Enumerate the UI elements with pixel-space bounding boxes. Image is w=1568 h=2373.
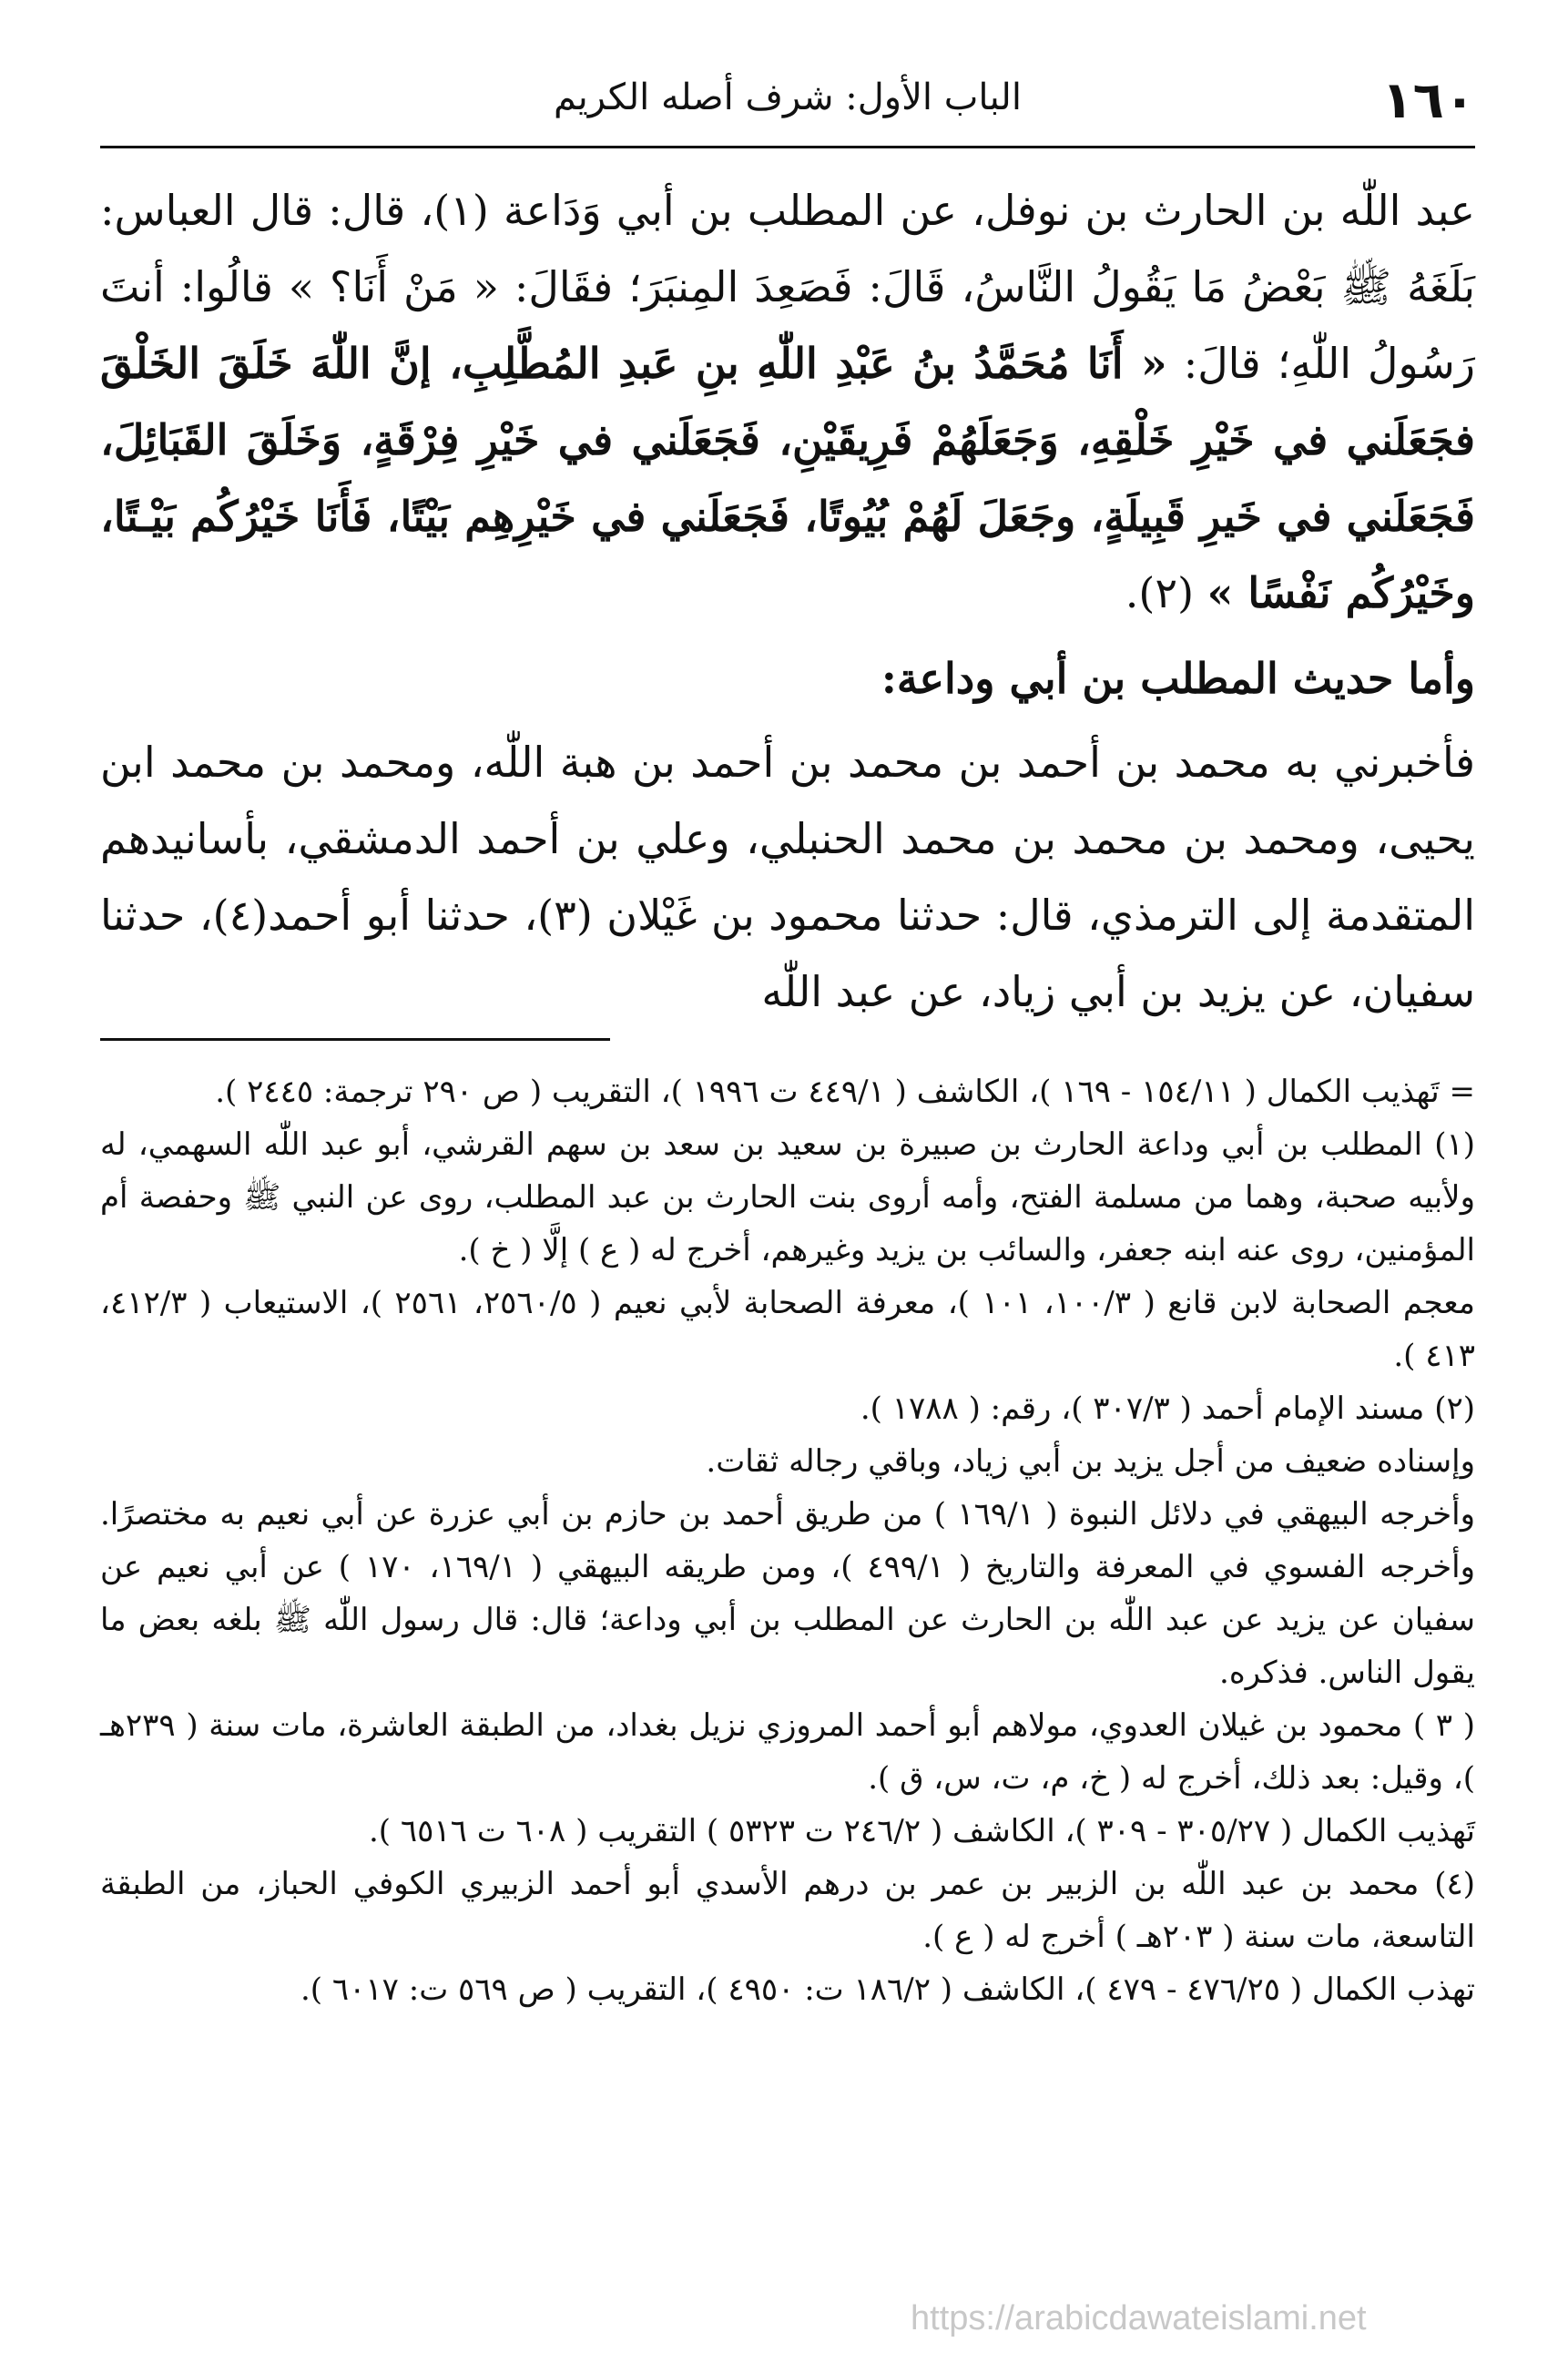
- footnote-2-takhrij: وأخرجه البيهقي في دلائل النبوة ( ١٦٩/١ ) من طريق أحمد بن حازم بن أبي عزرة عن أبي نعيم به مختصرًا. وأخرجه الفسوي في المعرفة والتاريخ ( ٤٩٩/١ )، ومن طريقه البيهقي ( ١٦٩/١، ١٧٠ ) عن أبي نعيم عن سفيان عن يزيد عن عبد اللّٰه بن الحارث عن المطلب بن أبي وداعة؛ قال: قال رسول اللّٰه ﷺ بلغه بعض ما يقول الناس. فذكره.: [100, 1496, 1476, 1691]
- paragraph-1-intro: عبد اللّٰه بن الحارث بن نوفل، عن المطلب بن أبي وَدَاعة (١)، قال: قال العباس: بَلَغَهُ ﷺ بَعْضُ مَا يَقُولُ النَّاسُ، قَالَ: فَصَعِدَ المِنبَرَ؛ فقَالَ: « مَنْ أَنَا؟ » قالُوا: أنتَ رَسُولُ اللّٰهِ؛ قالَ:: [100, 186, 1476, 388]
- footnotes: [100, 1065, 1475, 2016]
- footnote-continuation: = تَهذيب الكمال ( ١٥٤/١١ - ١٦٩ )، الكاشف ( ٤٤٩/١ ت ١٩٩٦ )، التقريب ( ص ٢٩٠ ترجمة: ٢٤٤٥ ).: [215, 1074, 1475, 1110]
- footnote-ref-2: (٢).: [1125, 568, 1207, 617]
- footnote-4-sources: تهذب الكمال ( ٤٧٦/٢٥ - ٤٧٩ )، الكاشف ( ١٨٦/٢ ت: ٤٩٥٠ )، التقريب ( ص ٥٦٩ ت: ٦٠١٧ ).: [300, 1971, 1475, 2008]
- footnote-2-grading: وإسناده ضعيف من أجل يزيد بن أبي زياد، وباقي رجاله ثقات.: [706, 1443, 1475, 1480]
- footnote-4: (٤) محمد بن عبد اللّٰه بن الزبير بن عمر بن درهم الأسدي أبو أحمد الزبيري الكوفي الحباز، من الطبقة التاسعة، مات سنة ( ٢٠٣هـ ) أخرج له ( ع ).: [100, 1866, 1475, 1955]
- hadith-text: « أَنَا مُحَمَّدُ بنُ عَبْدِ اللّٰهِ بنِ عَبدِ المُطَّلِبِ، إنَّ اللّٰهَ خَلَقَ الخَلْقَ فجَعَلَني في خَيْرِ خَلْقِهِ، وَجَعَلَهُمْ فَرِيقَيْنِ، فَجَعَلَني في خَيْرِ فِرْقَةٍ، وَخَلَقَ القَبَائِلَ، فَجَعَلَني في خَيرِ قَبِيلَةٍ، وجَعَلَ لَهُمْ بُيُوتًا، فَجَعَلَني في خَيْرِهِم بَيْتًا، فَأَنَا خَيْرُكُم بَيْـتًا، وخَيْرُكُم نَفْسًا »: [100, 339, 1475, 617]
- chapter-title: الباب الأول: شرف أصله الكريم: [554, 76, 1022, 118]
- footnote-2: (٢) مسند الإمام أحمد ( ٣٠٧/٣ )، رقم: ( ١٧٨٨ ).: [860, 1390, 1475, 1427]
- footnote-3: ( ٣ ) محمود بن غيلان العدوي، مولاهم أبو أحمد المروزي نزيل بغداد، من الطبقة العاشرة، مات سنة ( ٢٣٩هـ )، وقيل: بعد ذلك، أخرج له ( خ، م، ت، س، ق ).: [100, 1707, 1476, 1797]
- footnote-separator: [100, 1038, 1475, 1041]
- page-number: ١٦٠: [1381, 71, 1475, 130]
- footnote-1-sources: معجم الصحابة لابن قانع ( ١٠٠/٣، ١٠١ )، معرفة الصحابة لأبي نعيم ( ٢٥٦٠/٥، ٢٥٦١ )، الاستيعاب ( ٤١٢/٣، ٤١٣ ).: [100, 1285, 1476, 1374]
- section-heading: وأما حديث المطلب بن أبي وداعة:: [881, 654, 1475, 703]
- paragraph-2: فأخبرني به محمد بن أحمد بن محمد بن أحمد بن هبة اللّٰه، ومحمد بن محمد ابن يحيى، ومحمد بن محمد بن محمد الحنبلي، وعلي بن أحمد الدمشقي، بأسانيدهم المتقدمة إلى الترمذي، قال: حدثنا محمود بن غَيْلان (٣)، حدثنا أبو أحمد(٤)، حدثنا سفيان، عن يزيد بن أبي زياد، عن عبد اللّٰه: [100, 738, 1475, 1016]
- footnote-1: (١) المطلب بن أبي وداعة الحارث بن صبيرة بن سعيد بن سعد بن سهم القرشي، أبو عبد اللّٰه السهمي، له ولأبيه صحبة، وهما من مسلمة الفتح، وأمه أروى بنت الحارث بن عبد المطلب، روى عن النبي ﷺ وحفصة أم المؤمنين، روى عنه ابنه جعفر، والسائب بن يزيد وغيرهم، أخرج له ( ع ) إلَّا ( خ ).: [100, 1126, 1475, 1268]
- main-text: [100, 172, 1475, 1030]
- footnote-3-sources: تَهذيب الكمال ( ٣٠٥/٢٧ - ٣٠٩ )، الكاشف ( ٢٤٦/٢ ت ٥٣٢٣ ) التقريب ( ٦٠٨ ت ٦٥١٦ ).: [368, 1813, 1475, 1849]
- watermark-url: https://arabicdawateislami.net: [911, 2299, 1367, 2337]
- book-page: [100, 64, 1475, 2322]
- running-header: [100, 64, 1475, 148]
- paragraph-1: [100, 172, 1475, 631]
- separator-line: [100, 1038, 610, 1041]
